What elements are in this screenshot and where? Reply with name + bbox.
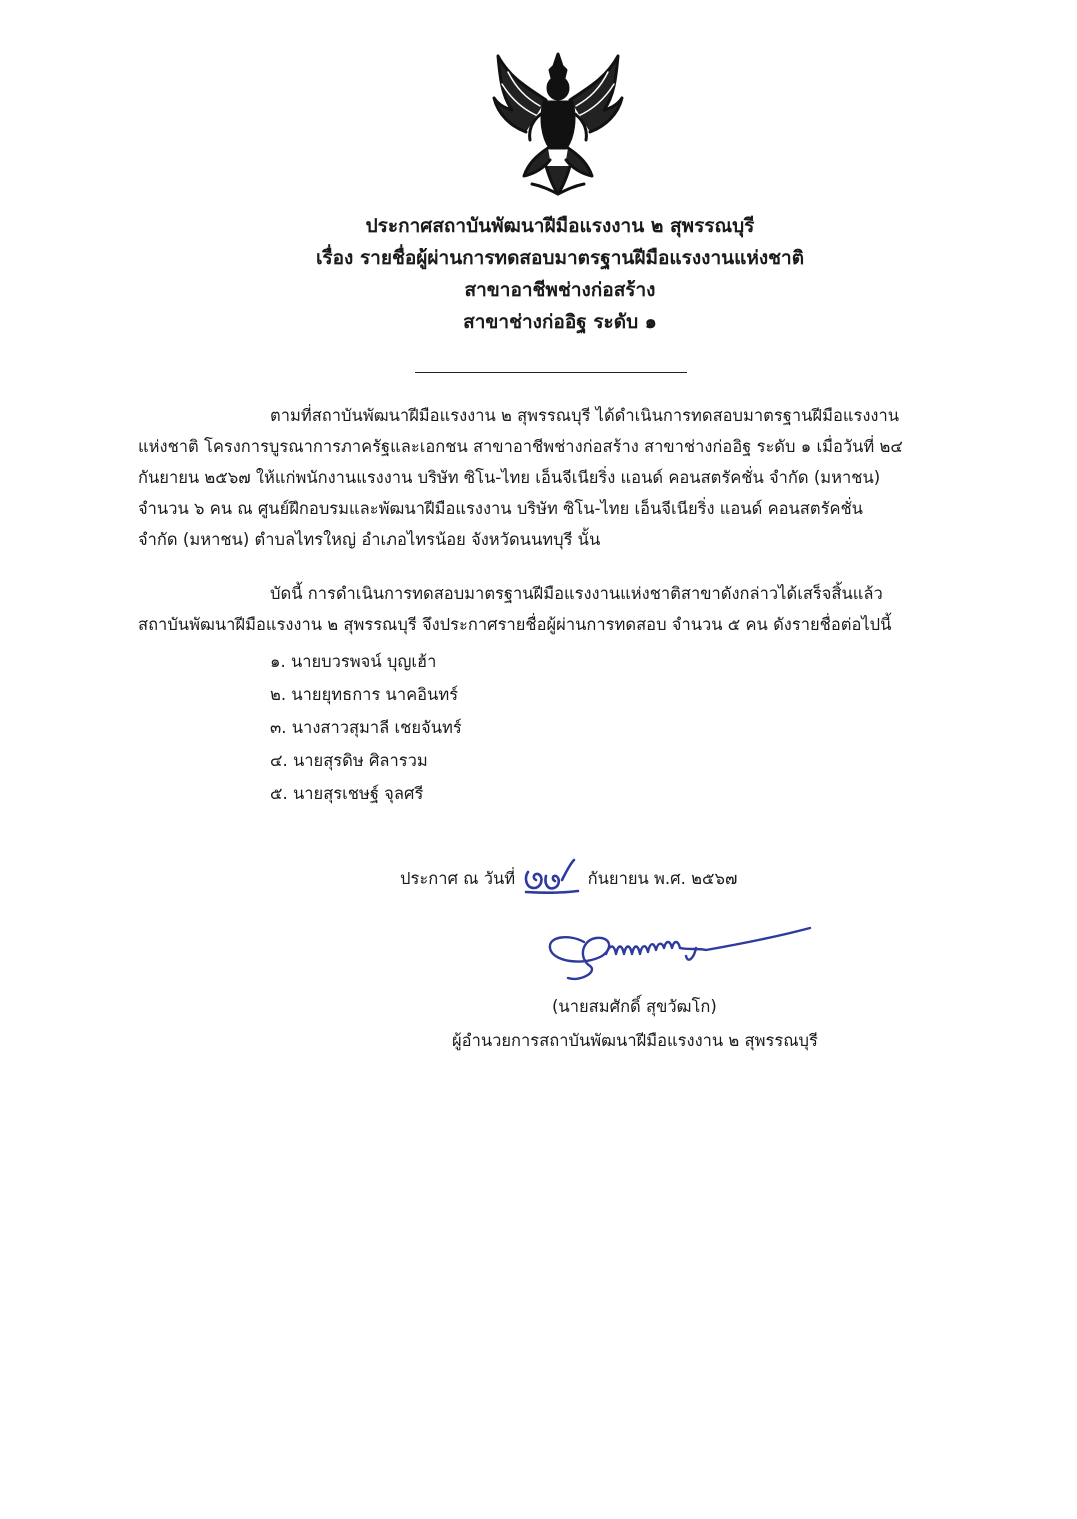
announcement-heading <box>0 210 1077 338</box>
list-item: ๒. นายยุทธการ นาคอินทร์ <box>270 685 459 704</box>
paragraph-2-line: สถาบันพัฒนาฝีมือแรงงาน ๒ สุพรรณบุรี จึงประกาศรายชื่อผู้ผ่านการทดสอบ จำนวน ๕ คน ดังรายชื่อต่อไปนี้ <box>138 615 892 634</box>
list-item: ๔. นายสุรดิษ ศิลารวม <box>270 751 428 770</box>
heading-line-3: สาขาอาชีพช่างก่อสร้าง <box>464 279 656 301</box>
paragraph-2-line: บัดนี้ การดำเนินการทดสอบมาตรฐานฝีมือแรงงานแห่งชาติสาขาดังกล่าวได้เสร็จสิ้นแล้ว <box>270 584 883 603</box>
paragraph-1-line: ตามที่สถาบันพัฒนาฝีมือแรงงาน ๒ สุพรรณบุรี ได้ดำเนินการทดสอบมาตรฐานฝีมือแรงงาน <box>270 406 900 425</box>
heading-line-1: ประกาศสถาบันพัฒนาฝีมือแรงงาน ๒ สุพรรณบุรี <box>365 215 755 237</box>
date-prefix: ประกาศ ณ วันที่ <box>400 869 516 888</box>
paragraph-2 <box>138 578 976 640</box>
paragraph-1 <box>138 400 976 555</box>
passed-candidates-list <box>270 645 462 810</box>
heading-line-2: เรื่อง รายชื่อผู้ผ่านการทดสอบมาตรฐานฝีมือแรงงานแห่งชาติ <box>315 247 805 269</box>
signer-name: (นายสมศักดิ์ สุขวัฒโก) <box>552 997 717 1016</box>
signer-title: ผู้อำนวยการสถาบันพัฒนาฝีมือแรงงาน ๒ สุพรรณบุรี <box>452 1031 818 1050</box>
paragraph-1-line: กันยายน ๒๕๖๗ ให้แก่พนักงานแรงงาน บริษัท ซิโน-ไทย เอ็นจีเนียริ่ง แอนด์ คอนสตรัคชั่น จำกัด (มหาชน) <box>138 468 881 487</box>
handwritten-day-icon <box>522 858 580 894</box>
list-item: ๑. นายบวรพจน์ บุญเฮ้า <box>270 652 437 671</box>
date-suffix: กันยายน พ.ศ. ๒๕๖๗ <box>587 869 738 888</box>
garuda-emblem-icon <box>488 48 628 198</box>
list-item: ๕. นายสุรเชษฐ์ จุลศรี <box>270 784 424 803</box>
paragraph-1-line: จำนวน ๖ คน ณ ศูนย์ฝึกอบรมและพัฒนาฝีมือแรงงาน บริษัท ซิโน-ไทย เอ็นจีเนียริ่ง แอนด์ คอนสตรัคชั่น <box>138 499 863 518</box>
paragraph-1-line: แห่งชาติ โครงการบูรณาการภาครัฐและเอกชน สาขาอาชีพช่างก่อสร้าง สาขาช่างก่ออิฐ ระดับ ๑ เมื่อวันที่ ๒๔ <box>138 437 903 456</box>
paragraph-1-line: จำกัด (มหาชน) ตำบลไทรใหญ่ อำเภอไทรน้อย จังหวัดนนทบุรี นั้น <box>138 530 601 549</box>
heading-divider <box>415 372 687 373</box>
signature-icon <box>540 918 820 988</box>
list-item: ๓. นางสาวสุมาลี เชยจันทร์ <box>270 718 462 737</box>
announcement-date <box>400 858 737 894</box>
heading-line-4: สาขาช่างก่ออิฐ ระดับ ๑ <box>463 311 657 333</box>
